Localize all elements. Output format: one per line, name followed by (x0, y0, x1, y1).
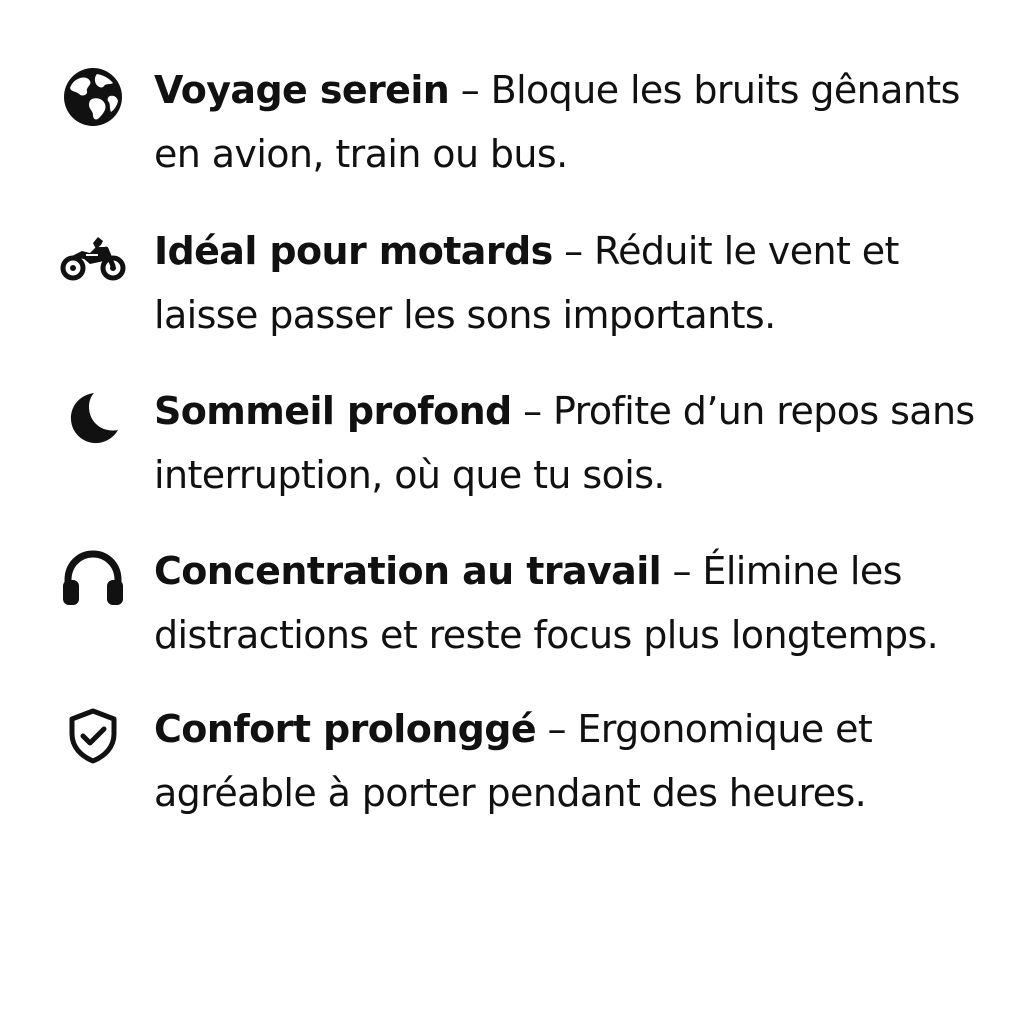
feature-item-focus (60, 539, 980, 667)
feature-title: Voyage serein (154, 68, 450, 112)
feature-item-sleep (60, 379, 980, 507)
feature-title: Concentration au travail (154, 549, 662, 593)
feature-description: – Ergonomique et agréable à porter pendant des heures. (154, 707, 873, 815)
feature-title: Confort prolonggé (154, 707, 537, 751)
headphones-icon (60, 545, 126, 611)
feature-text (154, 379, 980, 507)
moon-icon (60, 385, 126, 451)
feature-item-motorcyclists (60, 219, 980, 347)
feature-description: – Bloque les bruits gênants en avion, train ou bus. (154, 68, 960, 176)
feature-list (60, 58, 980, 855)
feature-description: – Réduit le vent et laisse passer les sons importants. (154, 229, 899, 337)
feature-description: – Élimine les distractions et reste focus plus longtemps. (154, 549, 939, 657)
feature-item-travel (60, 58, 980, 186)
motorcycle-icon (60, 225, 126, 291)
feature-description: – Profite d’un repos sans interruption, où que tu sois. (154, 389, 975, 497)
feature-title: Sommeil profond (154, 389, 512, 433)
feature-title: Idéal pour motards (154, 229, 553, 273)
feature-item-comfort (60, 697, 980, 825)
feature-text (154, 58, 980, 186)
feature-text (154, 539, 980, 667)
globe-icon (60, 64, 126, 130)
feature-text (154, 697, 980, 825)
feature-text (154, 219, 980, 347)
shield-check-icon (60, 703, 126, 769)
